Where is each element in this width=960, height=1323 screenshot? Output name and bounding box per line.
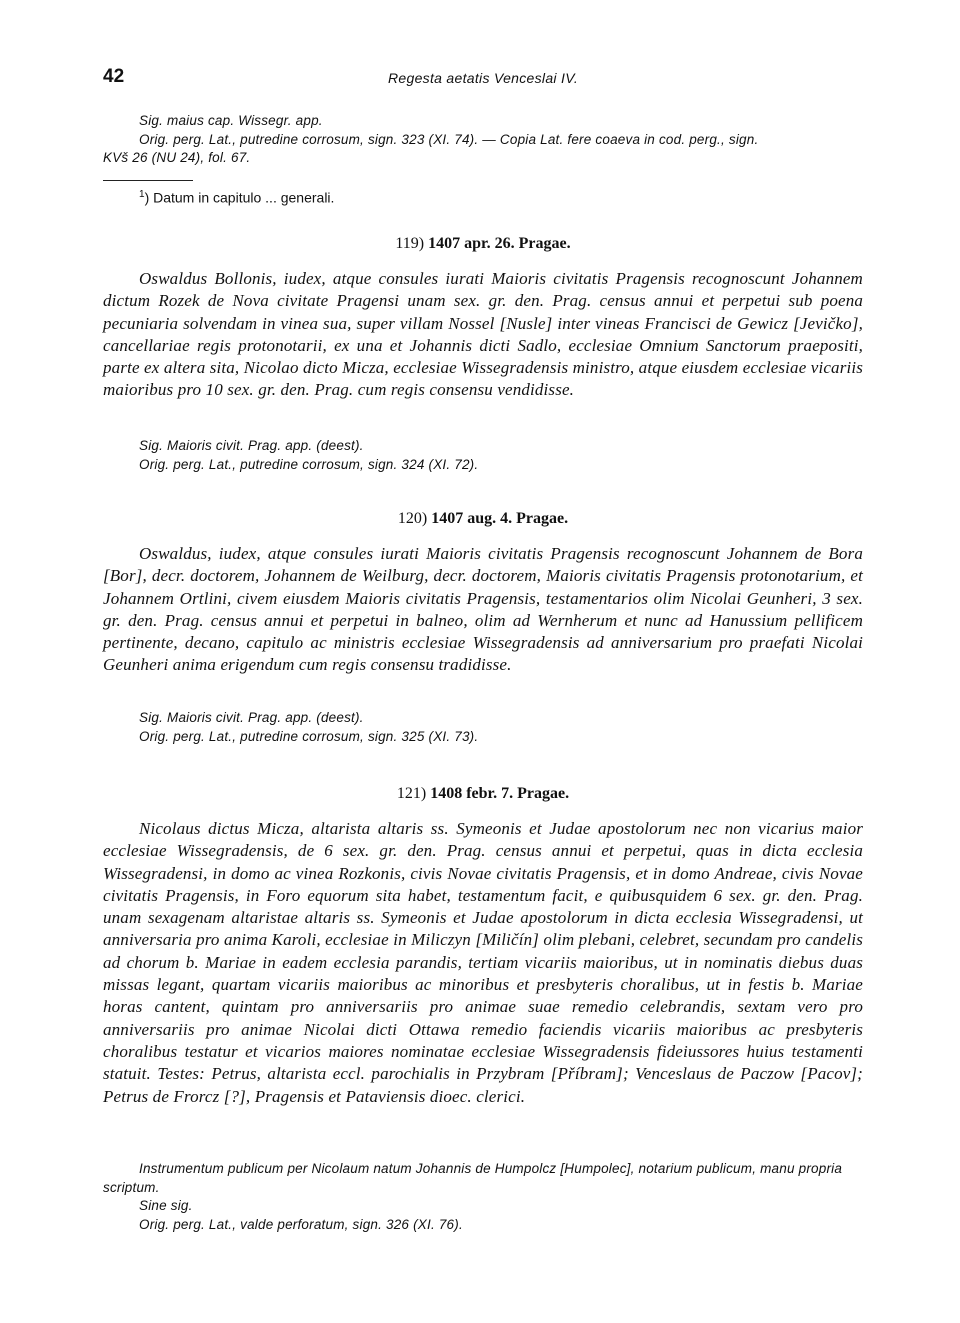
entry-number: 121)	[396, 785, 427, 802]
entry-body	[103, 268, 863, 402]
entry-notes	[103, 437, 863, 474]
entry-heading	[103, 510, 863, 528]
footnote	[103, 189, 863, 206]
page-number: 42	[103, 66, 125, 87]
seal-note: Sine sig.	[139, 1198, 193, 1213]
entry-heading	[103, 785, 863, 803]
entry-date: 1407 aug. 4. Pragae.	[431, 510, 569, 527]
footnote-divider	[103, 180, 193, 181]
page-header	[103, 66, 863, 90]
entry-notes	[103, 709, 863, 746]
entry-text: Nicolaus dictus Micza, altarista altaris ss. Symeonis et Judae apostolorum nec non vicarius maior ecclesiae Wissegradensis, de 6 sex. gr. den. Prag. census annui et perpetui, quas in dicta ecclesia Wissegradensi, in domo ac vinea Rozkonis, civis Novae civitatis Pragensis, et in domo Andreae, civis Novae civitatis Pragensis, in Foro equorum sita habet, testamentum facit, e quibusquidem 6 sex. gr. den. Prag. unam sexagenam altaristae altaris ss. Symeonis et Judae apostolorum in dicta ecclesia Wissegradensi, ut anniversaria pro anima Karoli, ecclesiae in Miliczyn [Miličín] olim plebani, celebret, secundam pro candelis ad chorum b. Mariae in eadem ecclesia parandis, tertiam vicariis maioribus, ut in nominatis diebus duas missas legant, quartam vicariis maioribus ac minoribus et presbyteris choralibus, ut in festis b. Mariae horas cantent, quintam pro anniversariis pro animae suae remedio celebrandis, sextam vero pro anniversariis pro animae Nicolai dicti Ottawa remedio faciendis vicariis maioribus ac presbyteris choralibus testatur et vicarios maiores nominatae ecclesiae Wissegradensis fideiussores huius testamenti statuit. Testes: Petrus, altarista eccl. parochialis in Przybram [Příbram]; Venceslaus de Paczow [Pacov]; Petrus de Frorcz [?], Pragensis et Pataviensis dioec. clerici.	[103, 819, 863, 1106]
original-note: Orig. perg. Lat., putredine corrosum, sign. 325 (XI. 73).	[139, 728, 479, 744]
entry-date: 1407 apr. 26. Pragae.	[428, 235, 571, 252]
seal-note: Sig. Maioris civit. Prag. app. (deest).	[139, 438, 364, 453]
footnote-text: ) Datum in capitulo ... generali.	[144, 189, 335, 206]
original-note-continued: KVš 26 (NU 24), fol. 67.	[103, 150, 251, 165]
entry-number: 119)	[395, 235, 425, 252]
instrument-note: Instrumentum publicum per Nicolaum natum Johannis de Humpolcz [Humpolec], notarium publicum, manu propria scriptum.	[103, 1161, 843, 1195]
entry-body	[103, 543, 863, 677]
footnote-mark: 1	[139, 189, 145, 200]
original-note: Orig. perg. Lat., putredine corrosum, sign. 324 (XI. 72).	[139, 456, 479, 472]
running-title: Regesta aetatis Venceslai IV.	[387, 70, 579, 86]
entry-number: 120)	[397, 510, 428, 527]
seal-note: Sig. Maioris civit. Prag. app. (deest).	[139, 710, 364, 725]
entry-notes	[103, 1160, 863, 1234]
top-notes	[103, 112, 863, 168]
entry-text: Oswaldus, iudex, atque consules iurati Maioris civitatis Pragensis recognoscunt Johannem de Bora [Bor], decr. doctorem, Johannem de Weilburg, decr. doctorem, Maioris civitatis Pragensis protonotarium, et Johannem Ortlini, civem eiusdem Maioris civitatis Pragensis, testamentarios olim Nicolai Geunheri, 3 sex. gr. den. Prag. census annui et perpetui in balneo, olim ad Wernherum et nunc ad Hanussium pellificem pertinente, decano, capitulo ac ministris ecclesiae Wissegradensis ad anniversarium pro praefati Nicolai Geunheri anima erigendum cum regis consensu tradidisse.	[103, 544, 863, 675]
original-note: Orig. perg. Lat., putredine corrosum, sign. 323 (XI. 74). — Copia Lat. fere coaeva in cod. perg., sign.	[139, 131, 759, 147]
seal-note: Sig. maius cap. Wissegr. app.	[139, 113, 323, 128]
original-note: Orig. perg. Lat., valde perforatum, sign. 326 (XI. 76).	[139, 1216, 463, 1232]
entry-text: Oswaldus Bollonis, iudex, atque consules iurati Maioris civitatis Pragensis recognoscunt Johannem dictum Rozek de Nova civitate Pragensi unam sex. gr. den. Prag. census annui et perpetui sub poena pecuniaria solvendam in vinea sua, super villam Nossel [Nusle] inter vineas Francisci de Gewicz [Jevičko], cancellariae regis protonotarii, ex una et Johannis dicti Sadlo, ecclesiae Omnium Sanctorum praepositi, parte ex altera sita, Nicolao dicto Micza, ecclesiae Wissegradensis ministro, atque eiusdem ecclesiae vicariis maioribus pro 10 sex. gr. den. Prag. cum regis consensu vendidisse.	[103, 269, 863, 400]
entry-body	[103, 818, 863, 1108]
entry-date: 1408 febr. 7. Pragae.	[430, 785, 570, 802]
entry-heading	[103, 235, 863, 253]
